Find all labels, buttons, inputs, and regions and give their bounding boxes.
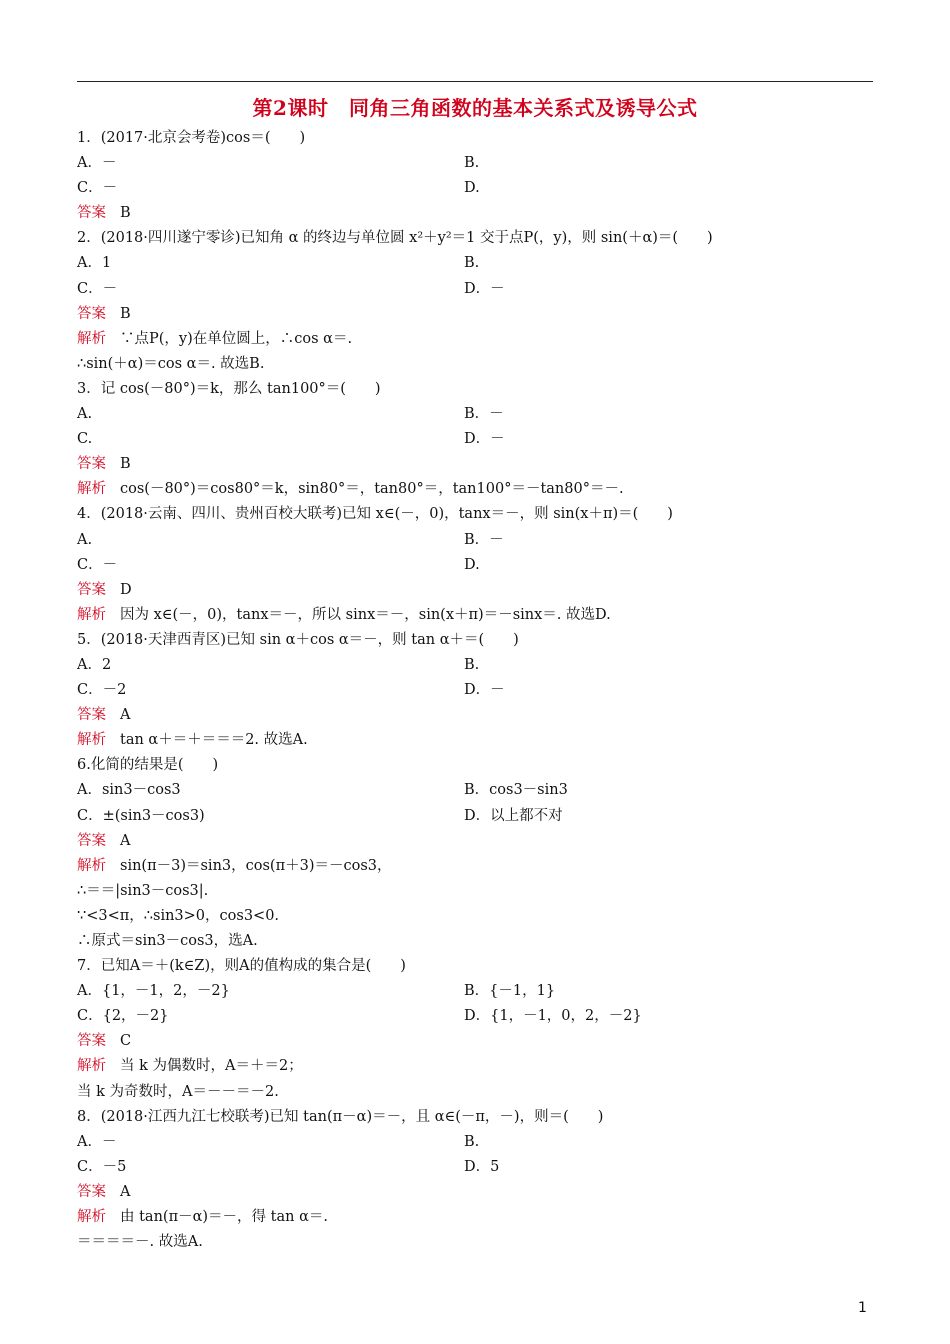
option-left: A．－ [77, 1133, 117, 1150]
text-line [77, 126, 873, 151]
option-row [77, 176, 873, 201]
solution-line [77, 728, 873, 753]
option-right: B．{－1，1} [464, 983, 556, 1000]
answer-line [77, 578, 873, 603]
label-text: ∵点P(，y)在单位圆上，∴cos α＝. [120, 330, 353, 347]
label-text: D [120, 581, 132, 598]
text-line [77, 628, 873, 653]
answer-line [77, 703, 873, 728]
solution-line [77, 477, 873, 502]
option-row [77, 778, 873, 803]
solution-line [77, 603, 873, 628]
answer-line [77, 201, 873, 226]
label-text: 当 k 为偶数时，A＝＋＝2； [120, 1058, 303, 1075]
label-tag: 解析 [77, 481, 106, 498]
line-text: 2．(2018·四川遂宁零诊)已知角 α 的终边与单位圆 x²＋y²＝1 交于点P(，y)，则 sin(＋α)＝( ) [77, 230, 713, 247]
label-text: 由 tan(π－α)＝－，得 tan α＝. [120, 1209, 328, 1226]
option-left: A．－ [77, 155, 117, 172]
option-right: D．{1，－1，0，2，－2} [464, 1008, 642, 1025]
label-tag: 解析 [77, 857, 106, 874]
option-right: D．以上都不对 [464, 807, 563, 824]
option-right: D．－ [464, 431, 505, 448]
option-row [77, 804, 873, 829]
text-line [77, 377, 873, 402]
option-left: A．{1，－1，2，－2} [77, 983, 230, 1000]
option-row [77, 251, 873, 276]
answer-line [77, 302, 873, 327]
answer-line [77, 1029, 873, 1054]
option-left: A．2 [77, 656, 112, 673]
option-right: D. [464, 556, 480, 573]
option-row [77, 678, 873, 703]
option-row [77, 1004, 873, 1029]
text-line [77, 502, 873, 527]
line-text: 5．(2018·天津西青区)已知 sin α＋cos α＝－，则 tan α＋＝( ) [77, 631, 519, 648]
line-text: ∵<3<π，∴sin3>0，cos3<0. [77, 907, 280, 924]
option-right: D. [464, 180, 480, 197]
text-line [77, 226, 873, 251]
label-tag: 答案 [77, 832, 106, 849]
label-text: A [120, 707, 131, 724]
option-left: C．±(sin3－cos3) [77, 807, 205, 824]
line-text: 4．(2018·云南、四川、贵州百校大联考)已知 x∈(－，0)，tanx＝－，则 sin(x＋π)＝( ) [77, 506, 673, 523]
option-right: B. [464, 255, 480, 272]
option-left: C．－2 [77, 682, 127, 699]
document-body [77, 126, 873, 1255]
line-text: ＝＝＝＝－. 故选A. [77, 1234, 203, 1251]
line-text: ∴sin(＋α)＝cos α＝. 故选B. [77, 355, 265, 372]
label-tag: 答案 [77, 456, 106, 473]
page-number: 1 [858, 1300, 867, 1316]
label-tag: 答案 [77, 707, 106, 724]
label-text: A [120, 1183, 131, 1200]
answer-line [77, 1180, 873, 1205]
solution-line [77, 854, 873, 879]
page-title: 第2课时 同角三角函数的基本关系式及诱导公式 [252, 96, 698, 120]
option-right: B．－ [464, 531, 504, 548]
option-right: B．－ [464, 406, 504, 423]
text-line [77, 1230, 873, 1255]
line-text: ∴原式＝sin3－cos3，选A. [77, 933, 258, 949]
option-left: C．－5 [77, 1158, 127, 1175]
option-left: A. [77, 531, 93, 548]
option-right: B．cos3－sin3 [464, 782, 568, 799]
label-tag: 答案 [77, 1033, 106, 1050]
label-text: B [120, 305, 131, 322]
option-left: C．－ [77, 180, 118, 197]
option-row [77, 1130, 873, 1155]
label-tag: 解析 [77, 1209, 106, 1226]
label-tag: 解析 [77, 606, 106, 623]
label-tag: 答案 [77, 305, 106, 322]
option-left: C．－ [77, 280, 118, 297]
label-tag: 答案 [77, 1183, 106, 1200]
option-right: D．－ [464, 280, 505, 297]
label-text: sin(π－3)＝sin3，cos(π＋3)＝－cos3， [120, 857, 392, 874]
label-tag: 答案 [77, 205, 106, 222]
line-text: 7．已知A＝＋(k∈Z)，则A的值构成的集合是( ) [77, 958, 406, 975]
text-line [77, 352, 873, 377]
option-row [77, 402, 873, 427]
option-row [77, 553, 873, 578]
option-row [77, 528, 873, 553]
line-text: 6.化简的结果是( ) [77, 757, 219, 774]
label-text: C [120, 1033, 132, 1050]
answer-line [77, 829, 873, 854]
option-right: B. [464, 656, 480, 673]
option-row [77, 1155, 873, 1180]
label-text: 因为 x∈(－，0)，tanx＝－，所以 sinx＝－，sin(x＋π)＝－sinx＝. 故选D. [120, 606, 611, 623]
option-row [77, 277, 873, 302]
line-text: 8．(2018·江西九江七校联考)已知 tan(π－α)＝－，且 α∈(－π，－)，则＝( ) [77, 1108, 604, 1125]
solution-line [77, 1054, 873, 1079]
option-left: A. [77, 406, 93, 423]
answer-line [77, 452, 873, 477]
option-row [77, 979, 873, 1004]
header-rule [77, 81, 873, 82]
text-line [77, 1080, 873, 1105]
label-tag: 答案 [77, 581, 106, 598]
text-line [77, 929, 873, 954]
option-row [77, 151, 873, 176]
option-right: D．5 [464, 1158, 500, 1175]
text-line [77, 879, 873, 904]
label-text: B [120, 456, 131, 473]
label-tag: 解析 [77, 732, 106, 749]
option-left: C．－ [77, 556, 118, 573]
option-right: B. [464, 1133, 480, 1150]
text-line [77, 753, 873, 778]
label-tag: 解析 [77, 1058, 106, 1075]
label-text: B [120, 205, 131, 222]
label-text: cos(－80°)＝cos80°＝k，sin80°＝，tan80°＝，tan100°＝－tan80°＝－. [120, 481, 624, 498]
text-line [77, 954, 873, 979]
option-left: C. [77, 431, 93, 448]
label-text: A [120, 832, 131, 849]
line-text: 当 k 为奇数时，A＝－－＝－2. [77, 1083, 279, 1100]
option-left: A．sin3－cos3 [77, 782, 181, 799]
option-left: A．1 [77, 255, 112, 272]
line-text: 3．记 cos(－80°)＝k，那么 tan100°＝( ) [77, 380, 381, 397]
solution-line [77, 327, 873, 352]
option-right: B. [464, 155, 480, 172]
option-row [77, 427, 873, 452]
option-right: D．－ [464, 682, 505, 699]
option-row [77, 653, 873, 678]
line-text: 1．(2017·北京会考卷)cos＝( ) [77, 130, 306, 146]
solution-line [77, 1205, 873, 1230]
text-line [77, 1105, 873, 1130]
text-line [77, 904, 873, 929]
label-text: tan α＋＝＋＝＝＝2. 故选A. [120, 732, 308, 749]
line-text: ∴＝＝|sin3－cos3|. [77, 882, 209, 899]
label-tag: 解析 [77, 330, 106, 347]
option-left: C．{2，－2} [77, 1008, 169, 1025]
